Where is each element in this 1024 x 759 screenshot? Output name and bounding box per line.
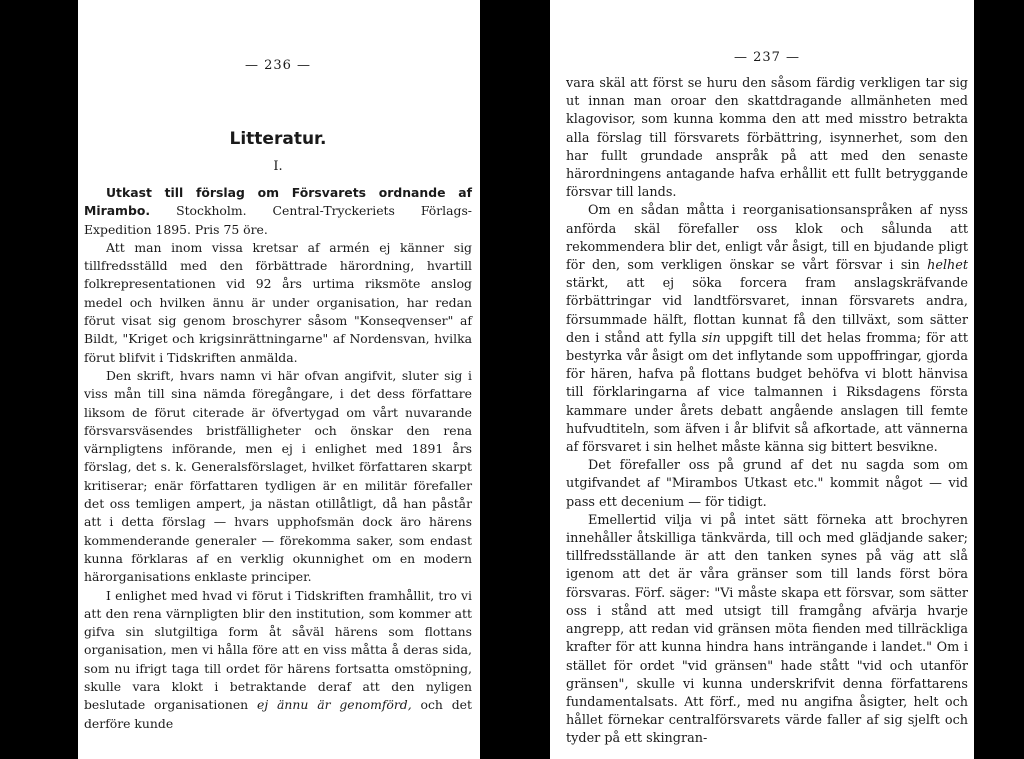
book-imprint: Stockholm. Central-Tryckeriets Förlags-Expedition 1895. Pris 75 öre. xyxy=(84,203,472,237)
right-page-number: — 237 — xyxy=(733,50,801,65)
right-paragraph-3: Det förefaller oss på grund af det nu sagda som om utgifvandet af "Mirambos Utkast etc." kommit något — vid pass ett decenium — för tidigt. xyxy=(566,458,968,510)
left-paragraph-1: Att man inom vissa kretsar af armén ej känner sig tillfredsställd med den förbättrade härordning, hvartill folkrepresentationen vid 92 års urtima riksmöte anslog medel och hvilken ännu är under organisation, har redan förut visat sig genom broschyrer såsom "Konseqvenser" af Bildt, "Kriget och krigsinrättningarne" af Nordensvan, hvilka förut blifvit i Tidskriften anmälda. xyxy=(84,239,472,365)
right-paragraph-2-b: stärkt, att ej söka forcera fram anslagskräfvande förbättringar vid landtförsvaret, innan försvarets andra, försummade hälft, flottan kunnat få den tillväxt, som sätter den i stånd att fylla xyxy=(566,276,968,346)
right-paragraph-2-c: uppgift till det helas fromma; för att bestyrka vår åsigt om det inflytande som uppoffringar, gjorda för hären, hafva på flottans budget behöfva vi blott hänvisa till förklaringarna af vice talmannen i Riksdagens första kammare under årets debatt angående anslagen till femte hufvudtiteln, som äfven i år blifvit så afkortade, att vännerna af försvaret i sin helhet måste känna sig bittert besvikne. xyxy=(566,330,968,456)
right-paragraph-2-italic-1: helhet xyxy=(927,258,968,274)
right-paragraph-4: Emellertid vilja vi på intet sätt förneka att brochyren innehåller åtskilliga tänkvärda, till och med glädjande saker; tillfredsställande är att den tanken synes på väg att slå igenom att det är våra gränser som till lands först böra försvaras. Förf. säger: "Vi måste skapa ett försvar, som sätter oss i stånd att med utsigt till framgång afvärja hvarje angrepp, att redan vid gränsen möta fienden med tillräckliga krafter för att kunna hindra hans inträngande i landet." Om i stället för ordet "vid gränsen" hade stått "vid och utanför gränsen", skulle vi kunna underskrifvit denna författarens fundamentalsats. Att förf., med nu angifna åsigter, helt och hållet förnekar centralförsvarets värde faller af sig sjelft och tyder på ett skingran- xyxy=(566,512,968,747)
left-page xyxy=(78,0,480,759)
right-paragraph-2 xyxy=(566,202,968,457)
section-subheading: I. xyxy=(273,159,283,174)
book-title: Utkast till förslag om Försvarets ordnande af Mirambo. xyxy=(84,185,472,219)
right-paragraph-1: vara skäl att först se huru den såsom färdig verkligen tar sig ut innan man oroar den skattdragande allmänheten med klagovisor, som kunna komma den att med misstro betrakta alla förslag till försvarets förbättring, isynnerhet, som den har fullt grundade anspråk på att med den senaste härordningens antagande hafva erhållit ett fullt betryggande försvar till lands. xyxy=(566,76,968,201)
section-heading: Litteratur. xyxy=(229,129,327,149)
right-paragraph-2-a: Om en sådan måtta i reorganisationsanspråken af nyss anförda skäl förefaller oss klok och sålunda att rekommendera blir det, enligt vår åsigt, till en bjudande pligt för den, som verkligen önskar se vårt försvar i sin xyxy=(566,203,968,274)
left-paragraph-2: Den skrift, hvars namn vi här ofvan angifvit, sluter sig i viss mån till sina nämda föregångare, i det dess författare liksom de förut citerade är öfvertygad om vårt nuvarande försvarsväsendes bristfälligheter och önskar den rena värnpligtens införande, men ej i enlighet med 1891 års förslag, det s. k. Generalsförslaget, hvilket författaren skarpt kritiserar; enär författaren tydligen är en militär förefaller det oss temligen ampert, ja nästan otillåtligt, då han påstår att i detta förslag — hvars upphofsmän dock äro härens kommenderande generaler — förekomma saker, som endast kunna förklaras af en verklig okunnighet om en modern härorganisations enklaste principer. xyxy=(84,367,472,585)
right-paragraph-2-italic-2: sin xyxy=(701,330,721,346)
left-paragraph-3 xyxy=(84,587,472,733)
left-paragraph-3-end: och det derföre kunde xyxy=(84,697,472,731)
left-paragraph-3-start: I enlighet med hvad vi förut i Tidskriften framhållit, tro vi att den rena värnpligten blir den institution, som kommer att gifva sin slutgiltiga form åt såväl härens som flottans organisation, men vi hålla före att en viss måtta å deras sida, som nu ifrigt taga till ordet för härens fortsatta omstöpning, skulle vara klokt i betraktande deraf att den nyligen beslutade organisationen xyxy=(84,587,472,713)
left-paragraph-3-italic: ej ännu är genomförd, xyxy=(257,697,412,713)
right-page xyxy=(550,0,974,759)
book-reference xyxy=(84,184,472,239)
left-page-number: — 236 — xyxy=(244,58,312,73)
